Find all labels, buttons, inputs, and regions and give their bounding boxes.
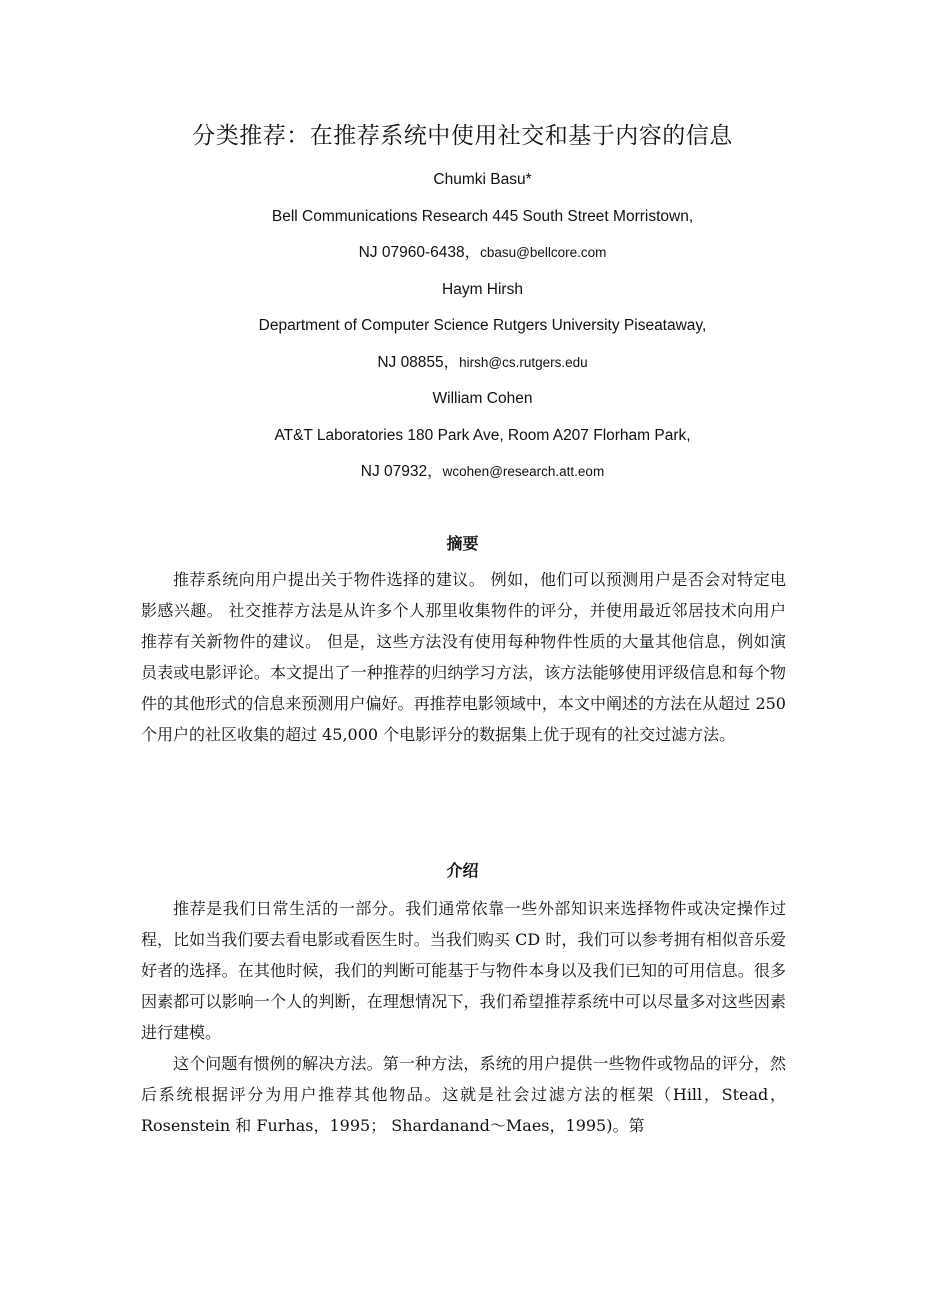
author-affiliation: Bell Communications Research 445 South Street Morristown, [271, 207, 694, 225]
paper-title: 分类推荐：在推荐系统中使用社交和基于内容的信息 [192, 123, 733, 149]
introduction-heading: 介绍 [446, 861, 479, 880]
introduction-paragraph: 推荐是我们日常生活的一部分。我们通常依靠一些外部知识来选择物件或决定操作过程，比如当我们要去看电影或看医生时。当我们购买 CD 时，我们可以参考拥有相似音乐爱好者的选择。在其他时候，我们的判断可能基于与物件本身以及我们已知的可用信息。很多因素都可以影响一个人的判断，在理想情况下，我们希望推荐系统中可以尽量多对这些因素进行建模。 [141, 899, 786, 1042]
author-email[interactable]: cbasu@bellcore.com [480, 245, 607, 260]
introduction-body [141, 893, 786, 1141]
author-email[interactable]: wcohen@research.att.eom [442, 464, 605, 479]
abstract-heading: 摘要 [446, 534, 479, 553]
author-name: Chumki Basu* [433, 171, 532, 188]
author-address [60, 349, 905, 386]
author-affiliation: AT&T Laboratories 180 Park Ave, Room A207 Florham Park, [274, 426, 691, 444]
author-location: NJ 08855， [377, 353, 460, 371]
author-address [60, 239, 905, 276]
author-location: NJ 07932， [360, 463, 443, 480]
abstract-body [141, 564, 786, 750]
abstract-paragraph: 推荐系统向用户提出关于物件选择的建议。 例如，他们可以预测用户是否会对特定电影感兴趣。 社交推荐方法是从许多个人那里收集物件的评分，并使用最近邻居技术向用户推荐有关新物件的建议。 但是，这些方法没有使用每种物件性质的大量其他信息，例如演员表或电影评论。本文提出了一种推荐的归纳学习方法，该方法能够使用评级信息和每个物件的其他形式的信息来预测用户偏好。再推荐电影领域中，本文中阐述的方法在从超过 250 个用户的社区收集的超过 45,000 个电影评分的数据集上优于现有的社交过滤方法。 [141, 570, 786, 744]
author-affiliation: Department of Computer Science Rutgers University Piseataway, [258, 317, 707, 334]
introduction-paragraph: 这个问题有惯例的解决方法。第一种方法，系统的用户提供一些物件或物品的评分，然后系统根据评分为用户推荐其他物品。这就是社会过滤方法的框架（Hill，Stead，Rosenstein 和 Furhas，1995； Shardanand～Maes，1995)。第 [141, 1054, 786, 1135]
author-name: Haym Hirsh [442, 280, 523, 298]
author-name: William Cohen [432, 390, 533, 407]
author-location: NJ 07960-6438， [358, 244, 481, 261]
author-address [60, 458, 905, 495]
author-block [60, 166, 905, 495]
author-email[interactable]: hirsh@cs.rutgers.edu [459, 354, 588, 370]
